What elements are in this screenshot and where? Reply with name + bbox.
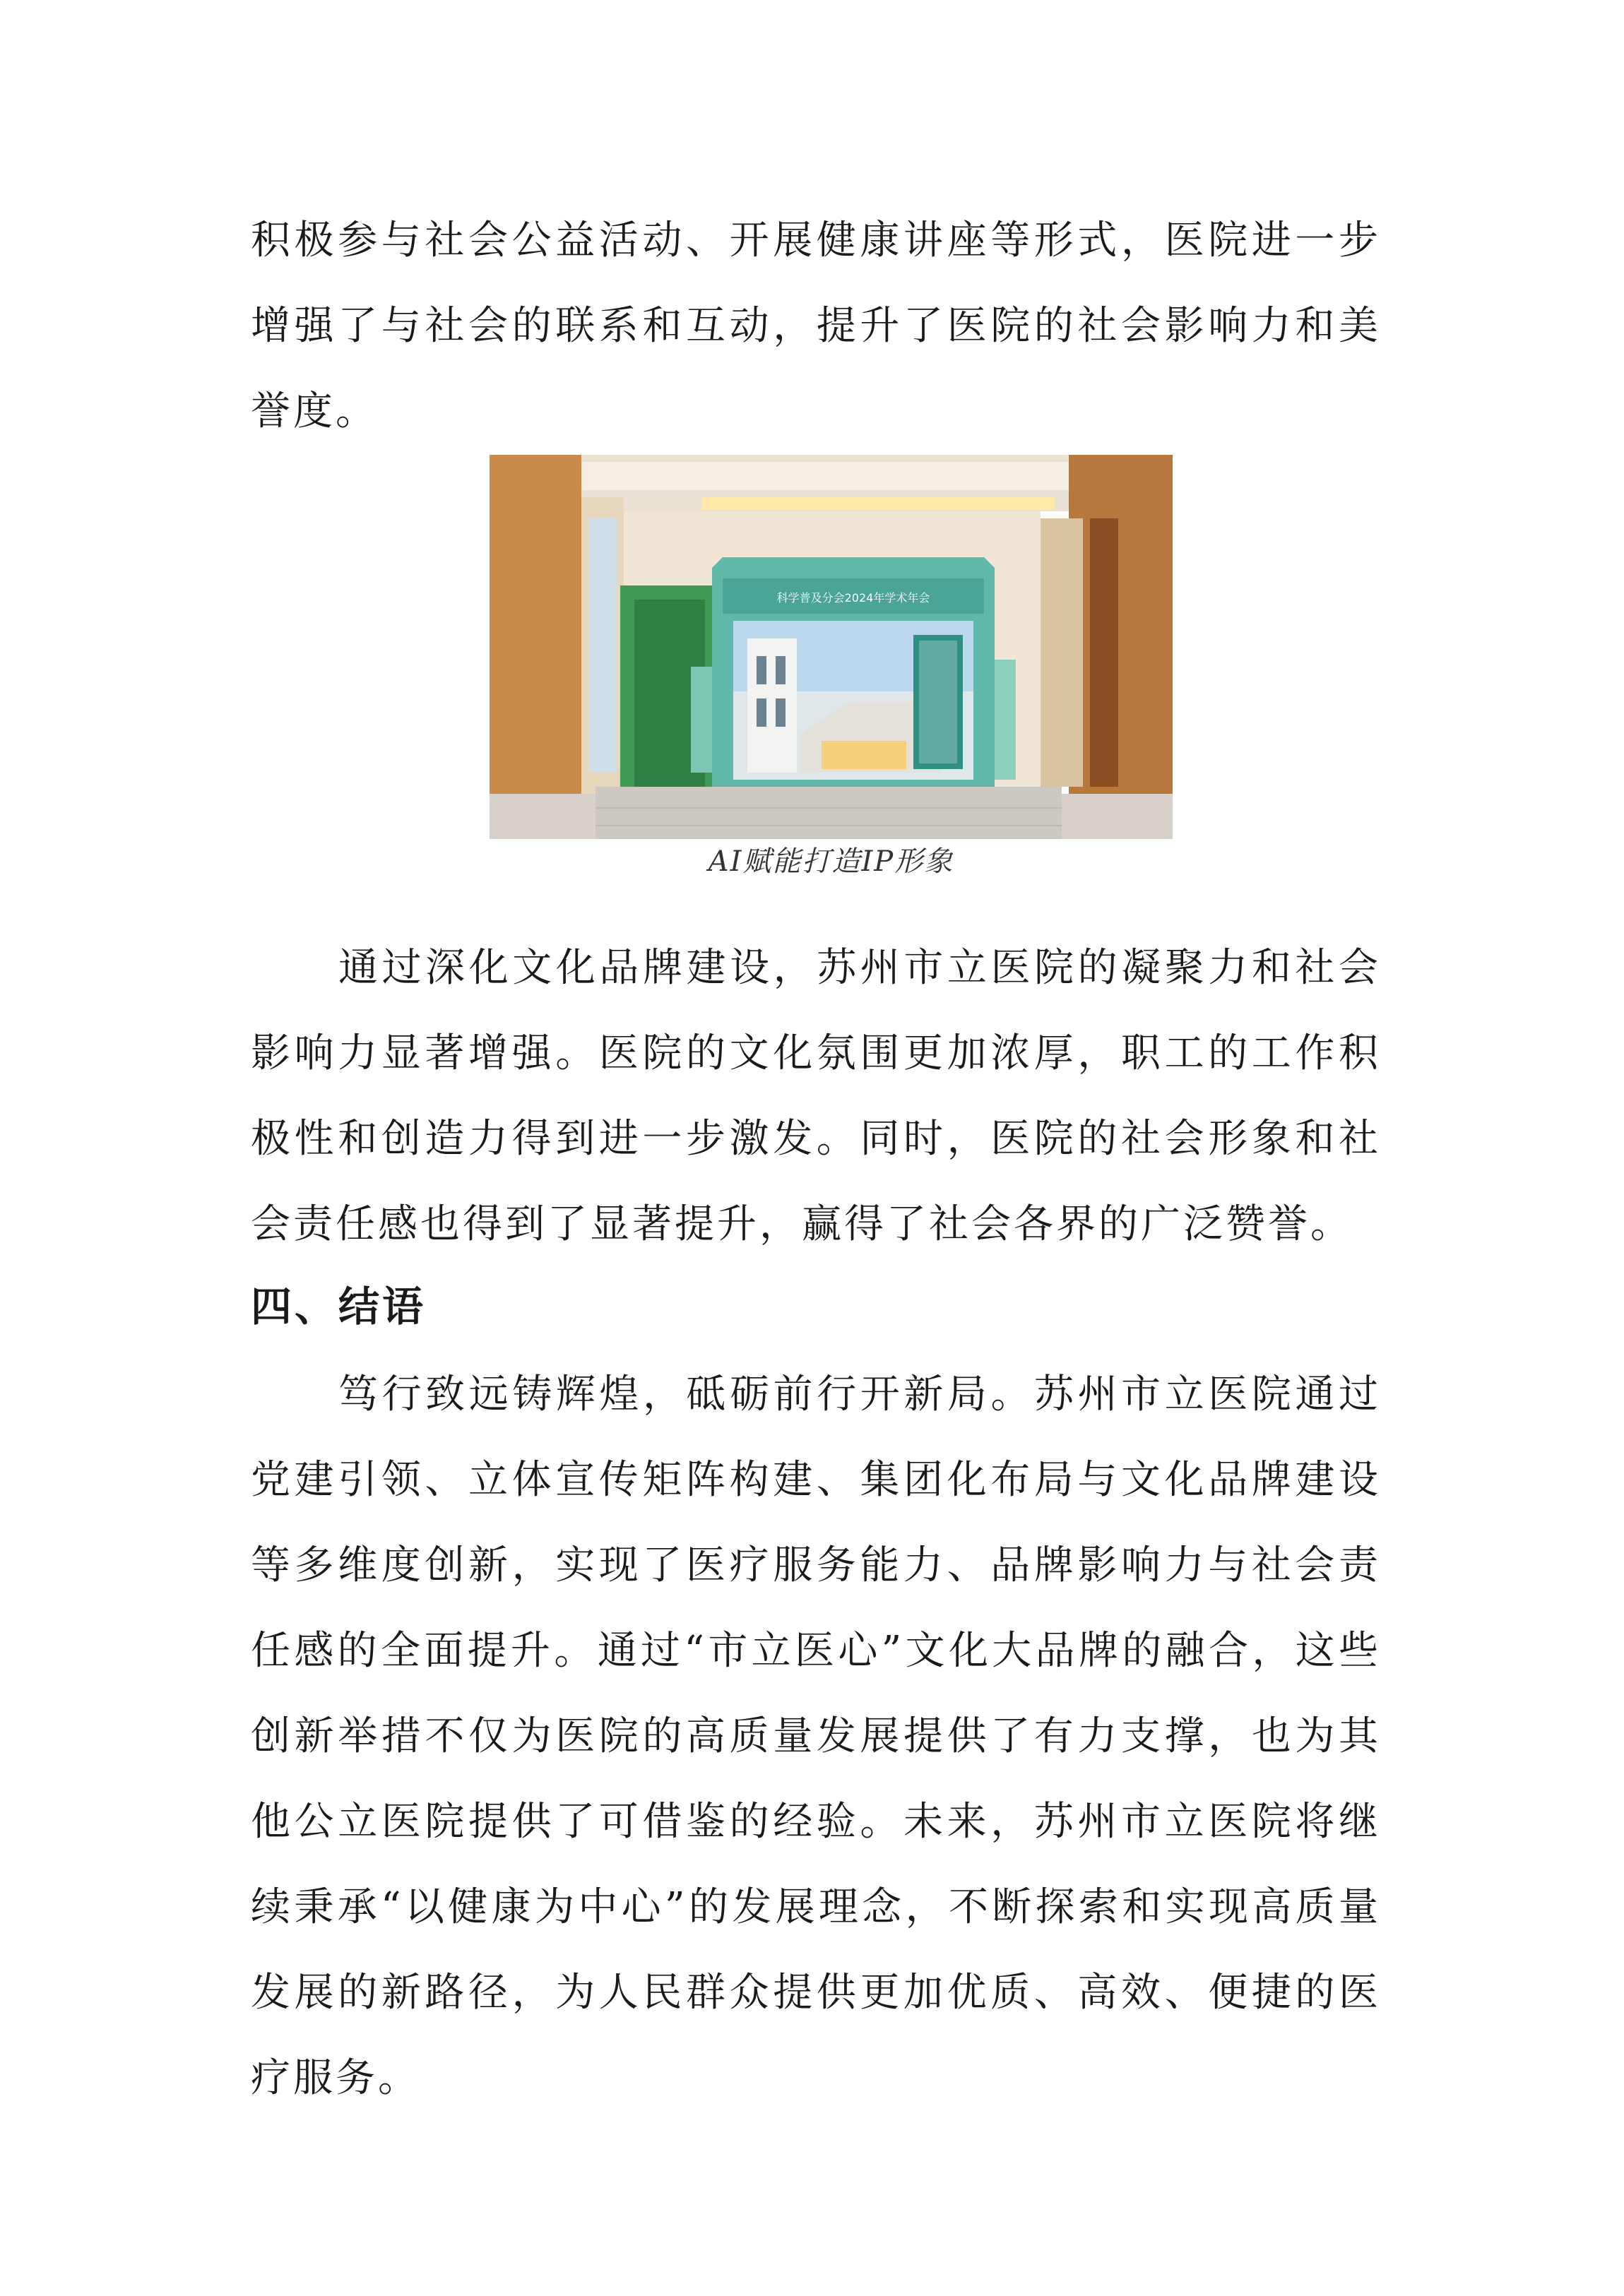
paragraph-brand-building: 通过深化文化品牌建设，苏州市立医院的凝聚力和社会影响力显著增强。医院的文化氛围更加浓厚，职工的工作积极性和创造力得到进一步激发。同时，医院的社会形象和社会责任感也得到了显著提升，赢得了社会各界的广泛赞誉。 [251, 945, 1381, 1247]
section-heading: 四、结语 [251, 1283, 427, 1331]
paragraph-conclusion: 笃行致远铸辉煌，砥砺前行开新局。苏州市立医院通过党建引领、立体宣传矩阵构建、集团化布局与文化品牌建设等多维度创新，实现了医疗服务能力、品牌影响力与社会责任感的全面提升。通过“市立医心”文化大品牌的融合，这些创新举措不仅为医院的高质量发展提供了有力支撑，也为其他公立医院提供了可借鉴的经验。未来，苏州市立医院将继续秉承“以健康为中心”的发展理念，不断探索和实现高质量发展的新路径，为人民群众提供更加优质、高效、便捷的医疗服务。 [251, 1372, 1381, 2101]
figure-caption: AI赋能打造IP形象 [708, 845, 954, 878]
paragraph-public-welfare: 积极参与社会公益活动、开展健康讲座等形式，医院进一步增强了与社会的联系和互动，提升了医院的社会影响力和美誉度。 [251, 218, 1381, 434]
board-title: 科学普及分会2024年学术年会 [776, 591, 930, 605]
exhibition-photo [490, 455, 1173, 839]
